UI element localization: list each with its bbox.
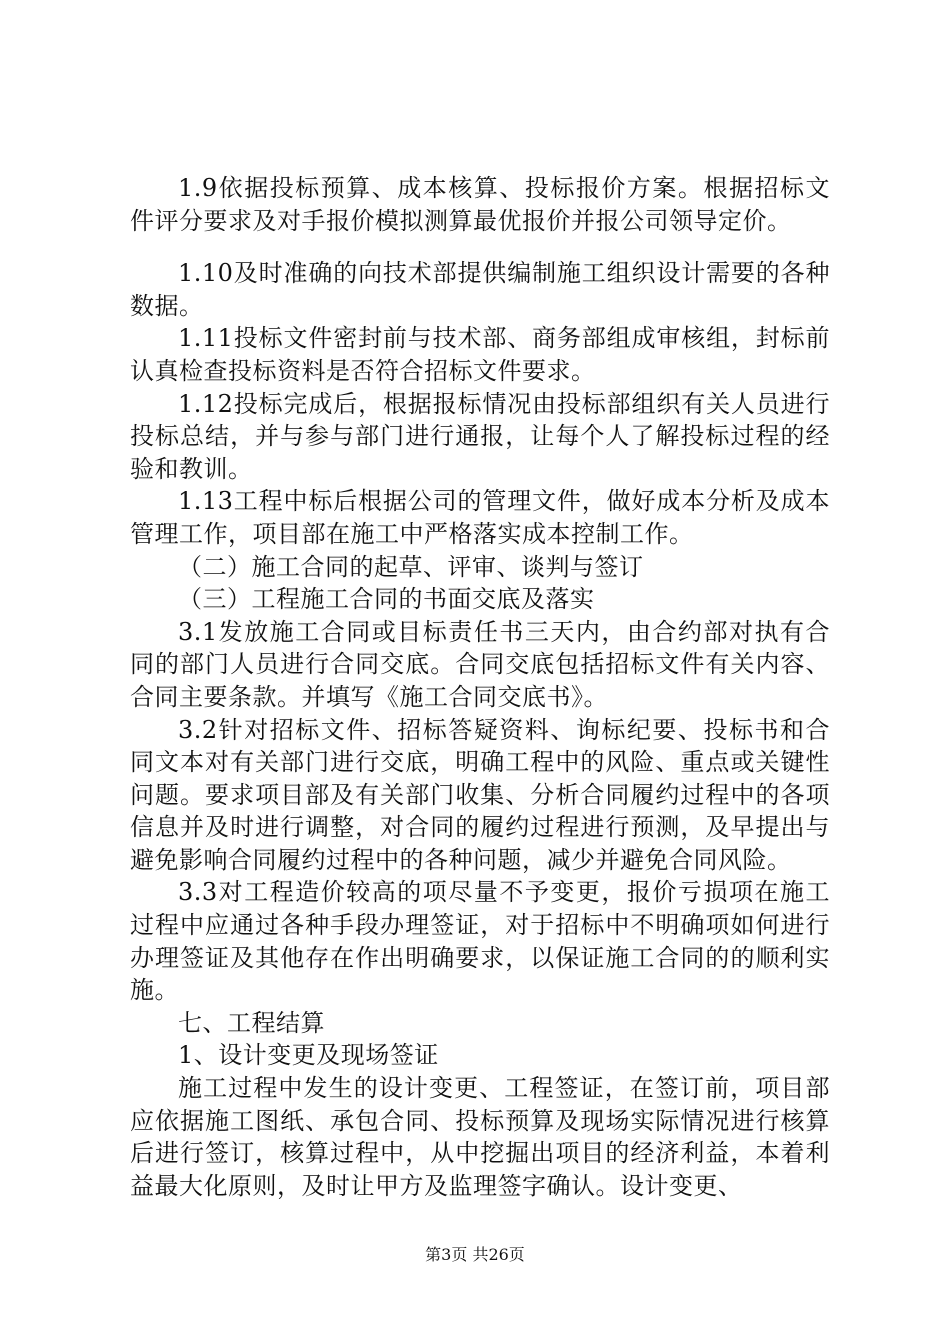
page-footer: 第3页 共26页: [425, 1245, 525, 1264]
paragraph-7-1-body: 施工过程中发生的设计变更、工程签证，在签订前，项目部应依据施工图纸、承包合同、投标预算及现场实际情况进行核算后进行签订，核算过程中，从中挖掘出项目的经济利益，本着利益最大化原则，及时让甲方及监理签字确认。设计变更、: [130, 1074, 830, 1200]
paragraph-1-13: 1.13工程中标后根据公司的管理文件，做好成本分析及成本管理工作，项目部在施工中严格落实成本控制工作。: [130, 487, 830, 548]
subheading-7-1: 1、设计变更及现场签证: [178, 1041, 439, 1070]
paragraph-3-2: 3.2针对招标文件、招标答疑资料、询标纪要、投标书和合同文本对有关部门进行交底，明确工程中的风险、重点或关键性问题。要求项目部及有关部门收集、分析合同履约过程中的各项信息并及时进行调整，对合同的履约过程进行预测，及早提出与避免影响合同履约过程中的各种问题，减少并避免合同风险。: [130, 715, 830, 874]
section-heading-3: （三）工程施工合同的书面交底及落实: [178, 585, 595, 614]
paragraph-3-1: 3.1发放施工合同或目标责任书三天内，由合约部对执有合同的部门人员进行合同交底。合同交底包括招标文件有关内容、合同主要条款。并填写《施工合同交底书》。: [130, 617, 830, 711]
section-heading-2: （二）施工合同的起草、评审、谈判与签订: [178, 552, 644, 581]
paragraph-1-9: 1.9依据投标预算、成本核算、投标报价方案。根据招标文件评分要求及对手报价模拟测算最优报价并报公司领导定价。: [130, 174, 830, 235]
section-heading-7: 七、工程结算: [178, 1008, 325, 1037]
document-body: [130, 172, 830, 1202]
paragraph-1-12: 1.12投标完成后，根据报标情况由投标部组织有关人员进行投标总结，并与参与部门进行通报，让每个人了解投标过程的经验和教训。: [130, 389, 830, 483]
paragraph-1-10: 1.10及时准确的向技术部提供编制施工组织设计需要的各种数据。: [130, 259, 830, 320]
paragraph-1-11: 1.11投标文件密封前与技术部、商务部组成审核组，封标前认真检查投标资料是否符合招标文件要求。: [130, 324, 830, 385]
paragraph-3-3: 3.3对工程造价较高的项尽量不予变更，报价亏损项在施工过程中应通过各种手段办理签证，对于招标中不明确项如何进行办理签证及其他存在作出明确要求，以保证施工合同的的顺利实施。: [130, 878, 830, 1005]
